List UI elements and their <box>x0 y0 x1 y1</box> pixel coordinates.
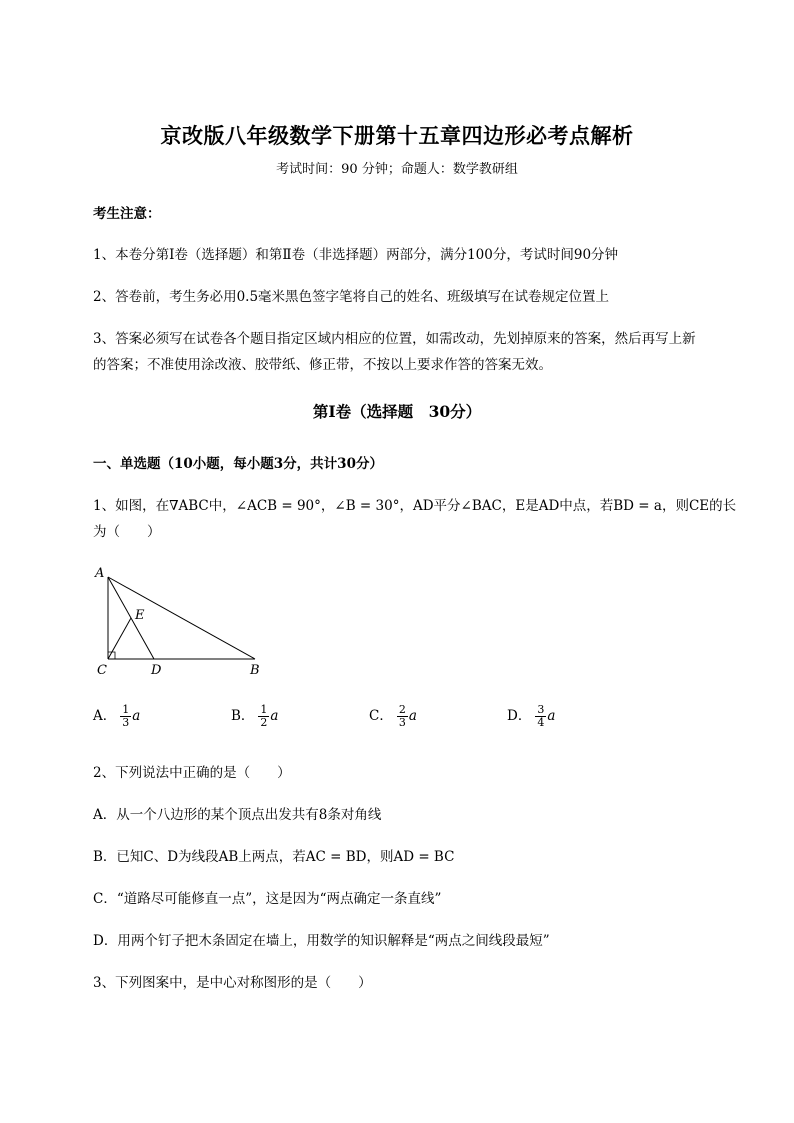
q3-stem: 3、下列图案中，是中心对称图形的是（ ） <box>93 975 372 991</box>
numerator: 1 <box>122 703 130 716</box>
q2-option-a: A．从一个八边形的某个顶点出发共有8条对角线 <box>93 807 382 823</box>
fraction <box>120 704 131 729</box>
variable: a <box>132 708 141 724</box>
q2-option-d: D．用两个钉子把木条固定在墙上，用数学的知识解释是“两点之间线段最短” <box>93 933 550 949</box>
segment-ce <box>108 618 131 659</box>
fraction <box>258 704 269 729</box>
denominator: 3 <box>122 716 130 729</box>
notice-item-3: 3、答案必须写在试卷各个题目指定区域内相应的位置，如需改动，先划掉原来的答案，然后再写上新 <box>93 331 696 347</box>
q2-option-c: C．“道路尽可能修直一点”，这是因为“两点确定一条直线” <box>93 891 442 907</box>
segment-ab <box>108 577 255 659</box>
option-letter: D． <box>507 708 532 724</box>
q1-stem-line2: 为（ ） <box>93 524 161 540</box>
label-d: D <box>151 663 162 678</box>
denominator: 3 <box>398 716 406 729</box>
fraction <box>535 704 546 729</box>
notice-heading: 考生注意： <box>93 206 161 222</box>
denominator: 2 <box>260 716 268 729</box>
page-title: 京改版八年级数学下册第十五章四边形必考点解析 <box>160 123 634 148</box>
q1-triangle-figure <box>90 560 270 685</box>
option-letter: A． <box>93 708 117 724</box>
fraction <box>397 704 408 729</box>
notice-item-1: 1、本卷分第Ⅰ卷（选择题）和第Ⅱ卷（非选择题）两部分，满分100分，考试时间90分钟 <box>93 247 619 263</box>
denominator: 4 <box>537 716 545 729</box>
label-e: E <box>135 608 145 623</box>
numerator: 1 <box>260 703 268 716</box>
q1-option-a <box>93 704 140 729</box>
label-a: A <box>95 566 105 581</box>
variable: a <box>270 708 279 724</box>
label-b: B <box>250 663 260 678</box>
label-c: C <box>97 663 107 678</box>
q1-stem-line1: 1、如图，在∇ABC中，∠ACB = 90°，∠B = 30°，AD平分∠BAC，E是AD中点，若BD = a，则CE的长 <box>93 498 737 514</box>
variable: a <box>547 708 556 724</box>
notice-item-2: 2、答卷前，考生务必用0.5毫米黑色签字笔将自己的姓名、班级填写在试卷规定位置上 <box>93 289 610 305</box>
q1-option-b <box>231 704 278 729</box>
exam-subtitle: 考试时间：90 分钟；命题人：数学教研组 <box>276 162 518 177</box>
q1-option-d <box>507 704 555 729</box>
option-letter: C． <box>369 708 393 724</box>
numerator: 3 <box>537 703 545 716</box>
notice-item-3-cont: 的答案；不准使用涂改液、胶带纸、修正带，不按以上要求作答的答案无效。 <box>93 357 552 373</box>
q2-option-b: B．已知C、D为线段AB上两点，若AC = BD，则AD = BC <box>93 849 455 865</box>
q1-option-c <box>369 704 417 729</box>
numerator: 2 <box>398 703 406 716</box>
option-letter: B． <box>231 708 255 724</box>
part-heading: 一、单选题（10小题，每小题3分，共计30分） <box>93 456 383 472</box>
q2-stem: 2、下列说法中正确的是（ ） <box>93 765 291 781</box>
variable: a <box>408 708 417 724</box>
section-title: 第Ⅰ卷（选择题 30分） <box>312 402 482 421</box>
